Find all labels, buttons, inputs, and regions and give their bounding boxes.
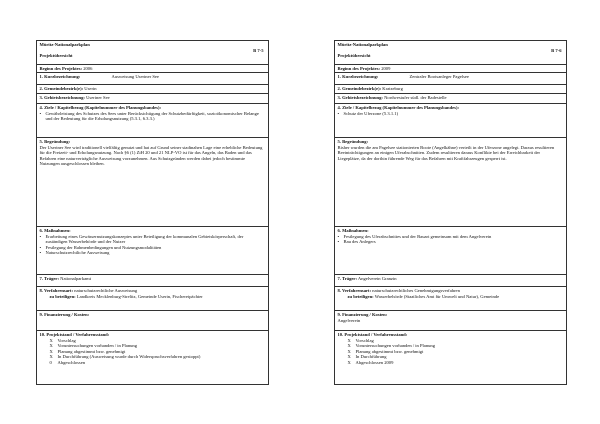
- procedure-value: naturschutzrechtliche Ausweisung: [74, 288, 138, 293]
- status-text: Voruntersuchungen vorhanden / in Planung: [355, 343, 436, 349]
- status-mark: X: [49, 343, 53, 349]
- short-name-value: Zentraler Bootsanleger Pagelsee: [409, 74, 469, 79]
- status-mark: X: [49, 348, 53, 354]
- procedure-row: [335, 287, 566, 311]
- reasoning-row: [37, 138, 268, 227]
- short-name-label: 1. Kurzbezeichnung:: [337, 74, 379, 79]
- sponsor-value: Nationalparkamt: [60, 276, 92, 281]
- measures-item: • Festlegung der Rahmenbedingungen und Nutzungsmodalitäten: [40, 245, 266, 251]
- measures-item: • Naturschutzrechtliche Ausweisung: [40, 250, 266, 256]
- short-name-value: Ausweisung Useriner See: [111, 74, 159, 79]
- procedure-value: naturschutzrechtliches Genehmigungsverfahren: [372, 288, 460, 293]
- reasoning-row: [335, 138, 566, 227]
- measures-label: 6. Maßnahmen:: [39, 228, 71, 233]
- measures-item: • Erarbeitung eines Gewässernutzungskonzeptes unter Beteiligung der kommunalen Gebietskörperschaft, der zuständigen Wasserbehörde und der Nutzer: [40, 234, 266, 245]
- measures-list: [338, 234, 564, 245]
- goals-item: • Schutz der Uferzone (5.3.1.1): [338, 111, 564, 117]
- status-mark: 0: [49, 359, 52, 365]
- status-text: Abgeschlossen: [57, 359, 86, 365]
- sheet-subtitle: Projektübersicht: [39, 53, 73, 59]
- status-mark: X: [347, 337, 351, 343]
- goals-row: [335, 104, 566, 138]
- procedure-row: [37, 287, 268, 311]
- funding-value: Angelverein: [337, 317, 361, 323]
- participants-value: Wasserbehörde (Staatliches Amt für Umwelt und Natur), Gemeinde: [374, 293, 500, 299]
- measures-row: [37, 227, 268, 275]
- status-text: Planung abgestimmt bzw. genehmigt: [57, 348, 126, 354]
- participants-value: Landkreis Mecklenburg-Strelitz, Gemeinde Userin, Fischereipächter: [76, 293, 203, 299]
- status-label: 10. Projektstand / Verfahrensstand:: [39, 332, 110, 337]
- status-row: [335, 331, 566, 386]
- procedure-label: 8. Verfahrensart:: [39, 288, 74, 293]
- area-name-row: [335, 94, 566, 104]
- area-name-label: 3. Gebietsbezeichnung:: [39, 95, 85, 100]
- municipality-row: [37, 85, 268, 94]
- sheet-code: B 7-5: [253, 47, 264, 53]
- sheet-subtitle: Projektübersicht: [337, 53, 371, 59]
- measures-item: • Festlegung des Uferabschnittes und der Bauart gemeinsam mit dem Angelverein: [338, 234, 564, 240]
- sponsor-row: [37, 275, 268, 287]
- status-row: [37, 331, 268, 386]
- goals-label: 4. Ziele / Kapitelbezug (Kapitelnummer des Planungsbandes):: [39, 105, 162, 110]
- measures-row: [335, 227, 566, 275]
- status-text: Voruntersuchungen vorhanden / in Planung: [57, 343, 138, 349]
- short-name-row: [335, 73, 566, 85]
- measures-item: • Bau des Anlegers: [338, 239, 564, 245]
- goals-label: 4. Ziele / Kapitelbezug (Kapitelnummer des Planungsbandes):: [337, 105, 460, 110]
- area-name-row: [37, 94, 268, 104]
- status-mark: X: [347, 343, 351, 349]
- measures-label: 6. Maßnahmen:: [337, 228, 369, 233]
- status-text: Planung abgestimmt bzw. genehmigt: [355, 348, 424, 354]
- status-text: In Durchführung: [355, 354, 387, 360]
- short-name-row: [37, 73, 268, 85]
- funding-label: 9. Finanzierung / Kosten:: [337, 312, 388, 317]
- area-name-value: Useriner See: [86, 95, 110, 100]
- status-mark: X: [49, 337, 53, 343]
- reasoning-text: Bisher wurden die am Pagelsee stationierten Boote (Angelkähne) verteilt in der Uferzone angelegt. Daraus resultieren Beeinträchtigungen an einigen Uferabschnitten. Zudem resultieren daraus Konflikte bei der Erreichbarkeit der Liegeplätze, da der dorthin führende Weg für das Befahren mit Kraftfahrzeugen gesperrt ist.: [337, 144, 555, 161]
- project-start-value: 2009: [381, 66, 391, 71]
- area-name-label: 3. Gebietsbezeichnung:: [337, 95, 383, 100]
- participants-label: zu beteiligen:: [49, 293, 76, 299]
- sponsor-row: [335, 275, 566, 287]
- area-name-value: Nordwestufer südl. der Badestelle: [384, 95, 447, 100]
- status-text: Vorschlag: [57, 337, 76, 343]
- goals-list: [338, 111, 564, 117]
- goals-row: [37, 104, 268, 138]
- funding-row: [335, 311, 566, 331]
- municipality-label: 2. Gemeindebezirk(e):: [39, 86, 84, 91]
- sponsor-value: Angelverein Granzin: [357, 276, 397, 281]
- goals-item: • Gewährleistung des Schutzes des Sees unter Berücksichtigung der Schutzbedürftigkeit, sozioökonomischer Belange und der Bedeutung für die Erholungsnutzung (5.3.1, 6.3.3.): [40, 111, 266, 122]
- project-sheet-b7-5: [36, 40, 269, 385]
- sheet-code: B 7-6: [551, 47, 562, 53]
- reasoning-label: 5. Begründung:: [337, 139, 369, 144]
- sponsor-label: 7. Träger:: [337, 276, 357, 281]
- reasoning-text: Der Useriner See wird traditionell vielfältig genutzt und hat auf Grund seiner stadtnahen Lage eine erhebliche Bedeutung für die Freizeit- und Erholungsnutzung. Nach §6 (1) ZiH 20 und 21 NLP-VO ist für das Angeln, das Baden und das Befahren eine naturverträgliche Ausweisung vorzunehmen. Aus Schutzgründen werden dabei jedoch bestimmte Nutzungen ausgeschlossen bleiben.: [39, 144, 263, 167]
- sheet-header: [37, 41, 268, 65]
- project-start-label: Beginn des Projektes:: [337, 66, 381, 71]
- reasoning-label: 5. Begründung:: [39, 139, 71, 144]
- funding-label: 9. Finanzierung / Kosten:: [39, 312, 90, 317]
- participants-label: zu beteiligen:: [347, 293, 374, 299]
- document-title: Müritz-Nationalparkplan: [39, 42, 90, 47]
- sheet-header: [335, 41, 566, 65]
- municipality-label: 2. Gemeindebezirk(e):: [337, 86, 382, 91]
- status-text: In Durchführung (Ausweisung wurde durch Widerspruchsverfahren gestoppt): [57, 354, 201, 360]
- status-text: Vorschlag: [355, 337, 374, 343]
- sponsor-label: 7. Träger:: [39, 276, 59, 281]
- status-mark: X: [347, 348, 351, 354]
- municipality-value: Kratzeburg: [382, 86, 403, 91]
- measures-list: [40, 234, 266, 256]
- project-start-label: Beginn des Projektes:: [39, 66, 83, 71]
- status-label: 10. Projektstand / Verfahrensstand:: [337, 332, 408, 337]
- status-mark: X: [49, 354, 53, 360]
- goals-list: [40, 111, 266, 122]
- document-title: Müritz-Nationalparkplan: [337, 42, 388, 47]
- status-text: Abgeschlossen 2009: [355, 359, 394, 365]
- procedure-label: 8. Verfahrensart:: [337, 288, 372, 293]
- status-mark: X: [347, 359, 351, 365]
- project-sheet-b7-6: [334, 40, 567, 385]
- short-name-label: 1. Kurzbezeichnung:: [39, 74, 81, 79]
- project-start-value: 2006: [83, 66, 93, 71]
- project-start-row: [335, 65, 566, 73]
- status-item: [40, 360, 266, 366]
- municipality-row: [335, 85, 566, 94]
- municipality-value: Userin: [84, 86, 97, 91]
- funding-row: [37, 311, 268, 331]
- status-item: [338, 360, 564, 366]
- project-start-row: [37, 65, 268, 73]
- status-mark: X: [347, 354, 351, 360]
